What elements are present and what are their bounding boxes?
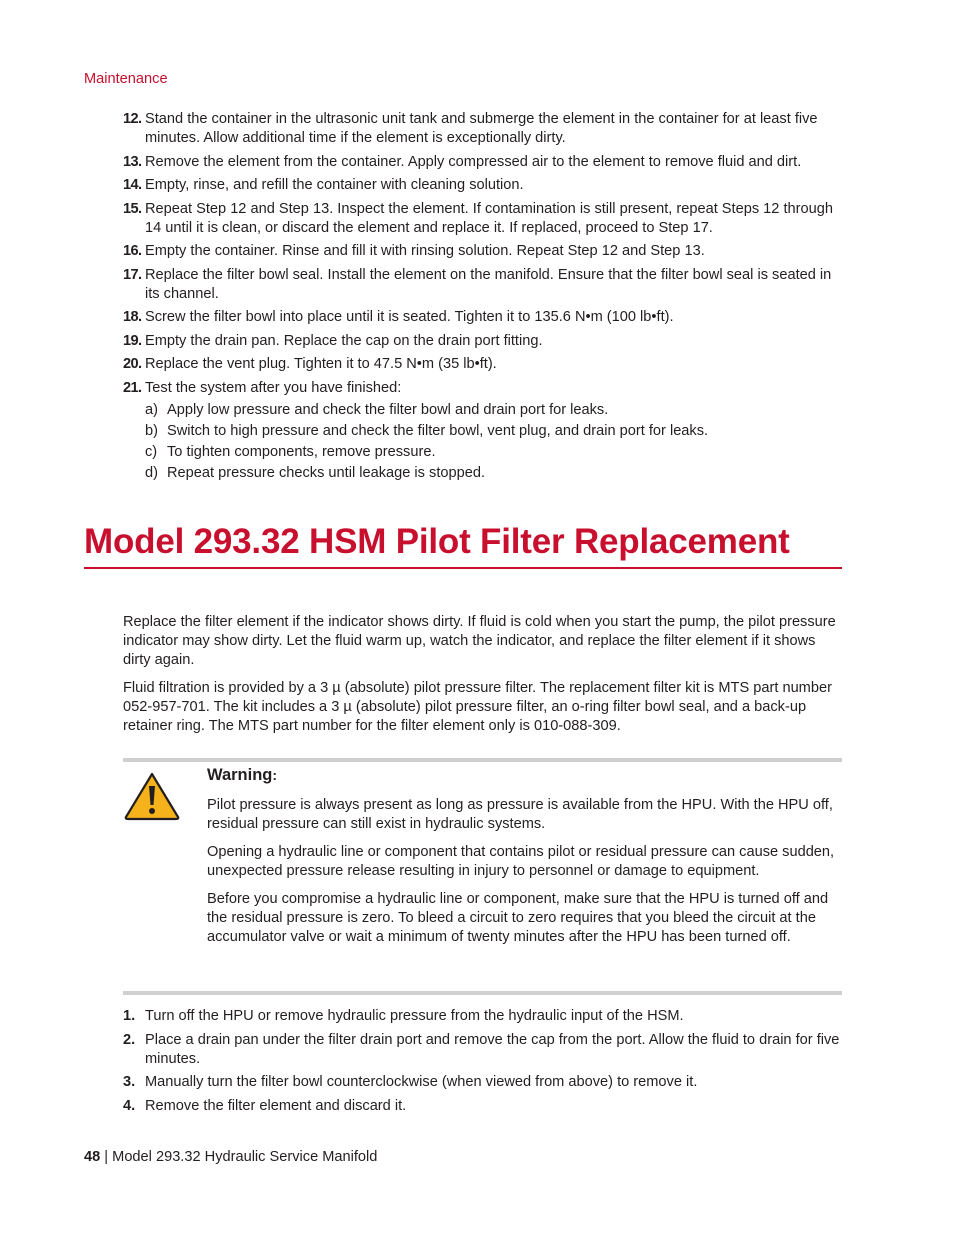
step-text: Stand the container in the ultrasonic unit tank and submerge the element in the container for at least five minutes. Allow additional time if the element is exceptionally dirty.: [145, 111, 818, 146]
step-item: [123, 1031, 845, 1069]
step-text: Manually turn the filter bowl counterclockwise (when viewed from above) to remove it.: [145, 1074, 698, 1090]
intro-paragraph: Replace the filter element if the indicator shows dirty. If fluid is cold when you start the pump, the pilot pressure indicator may show dirty. Let the fluid warm up, watch the indicator, and replace the filter element if it shows dirty again.: [123, 614, 836, 668]
step-number: 18.: [123, 309, 142, 325]
intro-text: [123, 613, 845, 745]
step-item: [123, 200, 845, 238]
step-item: [123, 355, 845, 374]
step-number: 4.: [123, 1097, 136, 1114]
step-item: [123, 110, 845, 148]
warning-paragraph: Pilot pressure is always present as long as pressure is available from the HPU. With the HPU off, residual pressure can still exist in hydraulic systems.: [207, 797, 833, 832]
step-text: Empty the drain pan. Replace the cap on the drain port fitting.: [145, 332, 543, 349]
warning-box: [207, 766, 844, 956]
step-number: 1.: [123, 1008, 136, 1024]
warning-title-text: Warning: [207, 766, 273, 784]
step-item: [123, 1097, 845, 1116]
step-number: 12.: [123, 111, 142, 127]
step-number: 2.: [123, 1031, 136, 1048]
footer-doc-title: Model 293.32 Hydraulic Service Manifold: [112, 1149, 378, 1165]
step-text: Remove the filter element and discard it.: [145, 1097, 407, 1114]
step-text: Replace the filter bowl seal. Install the element on the manifold. Ensure that the filter bowl seal is seated in its channel.: [145, 266, 832, 302]
step-number: 13.: [123, 153, 142, 170]
step-text: Repeat Step 12 and Step 13. Inspect the element. If contamination is still present, repeat Steps 12 through 14 until it is clean, or discard the element and replace it. If replaced, proceed to Step 17.: [145, 200, 833, 236]
step-text: Empty the container. Rinse and fill it with rinsing solution. Repeat Step 12 and Step 13.: [145, 243, 705, 259]
step-text: Turn off the HPU or remove hydraulic pressure from the hydraulic input of the HSM.: [145, 1008, 684, 1024]
substep-text: To tighten components, remove pressure.: [167, 443, 436, 460]
warning-paragraph: Before you compromise a hydraulic line or component, make sure that the HPU is turned off and the residual pressure is zero. To bleed a circuit to zero requires that you bleed the circuit at the accumulator valve or wait a minimum of twenty minutes after the HPU has been turned off.: [207, 891, 829, 945]
step-item: [123, 266, 845, 304]
procedure-steps: [123, 1007, 845, 1120]
substep-item: [145, 422, 845, 441]
substep-item: [145, 401, 845, 420]
substep-list: [145, 401, 845, 483]
step-item: [123, 332, 845, 351]
step-item: [123, 308, 845, 327]
warning-title-suffix: :: [272, 767, 278, 783]
step-text: Remove the element from the container. Apply compressed air to the element to remove fluid and dirt.: [145, 153, 802, 170]
page-footer: [84, 1148, 377, 1167]
warning-top-divider: [123, 758, 842, 762]
step-text: Replace the vent plug. Tighten it to 47.5 N•m (35 lb•ft).: [145, 356, 497, 372]
substep-text: Apply low pressure and check the filter bowl and drain port for leaks.: [167, 401, 609, 418]
substep-letter: c): [145, 443, 158, 460]
step-text: Screw the filter bowl into place until it is seated. Tighten it to 135.6 N•m (100 lb•ft).: [145, 309, 674, 325]
step-text: Place a drain pan under the filter drain port and remove the cap from the port. Allow the fluid to drain for five minutes.: [145, 1031, 840, 1067]
step-item: [123, 153, 845, 172]
step-item: [123, 1007, 845, 1026]
step-text: Test the system after you have finished:: [145, 379, 402, 396]
substep-letter: b): [145, 422, 158, 439]
procedure-steps-continued: [123, 110, 845, 487]
substep-letter: d): [145, 464, 158, 481]
substep-item: [145, 464, 845, 483]
step-number: 16.: [123, 243, 142, 259]
step-number: 14.: [123, 177, 142, 193]
step-number: 15.: [123, 200, 142, 217]
substep-text: Repeat pressure checks until leakage is stopped.: [167, 464, 486, 481]
step-item: [123, 379, 845, 483]
substep-text: Switch to high pressure and check the filter bowl, vent plug, and drain port for leaks.: [167, 422, 709, 439]
intro-paragraph: Fluid filtration is provided by a 3 µ (absolute) pilot pressure filter. The replacement filter kit is MTS part number 052-957-701. The kit includes a 3 µ (absolute) pilot pressure filter, an o-ring filter bowl seal, and a back-up retainer ring. The MTS part number for the filter element only is 010-088-309.: [123, 680, 832, 734]
warning-title: [207, 766, 844, 785]
step-item: [123, 176, 845, 195]
warning-paragraph: Opening a hydraulic line or component that contains pilot or residual pressure can cause sudden, unexpected pressure release resulting in injury to personnel or damage to equipment.: [207, 844, 835, 879]
step-item: [123, 1073, 845, 1092]
step-item: [123, 242, 845, 261]
footer-separator: |: [104, 1149, 109, 1165]
step-number: 3.: [123, 1074, 136, 1090]
step-number: 17.: [123, 266, 142, 283]
page-number: 48: [84, 1149, 101, 1165]
step-number: 21.: [123, 379, 142, 396]
warning-triangle-icon: [123, 771, 181, 821]
step-number: 20.: [123, 356, 142, 372]
warning-bottom-divider: [123, 991, 842, 995]
substep-item: [145, 443, 845, 462]
step-number: 19.: [123, 332, 142, 349]
running-header-section: Maintenance: [84, 71, 168, 87]
section-heading: Model 293.32 HSM Pilot Filter Replacement: [84, 520, 842, 569]
step-text: Empty, rinse, and refill the container with cleaning solution.: [145, 177, 524, 193]
substep-letter: a): [145, 401, 158, 418]
